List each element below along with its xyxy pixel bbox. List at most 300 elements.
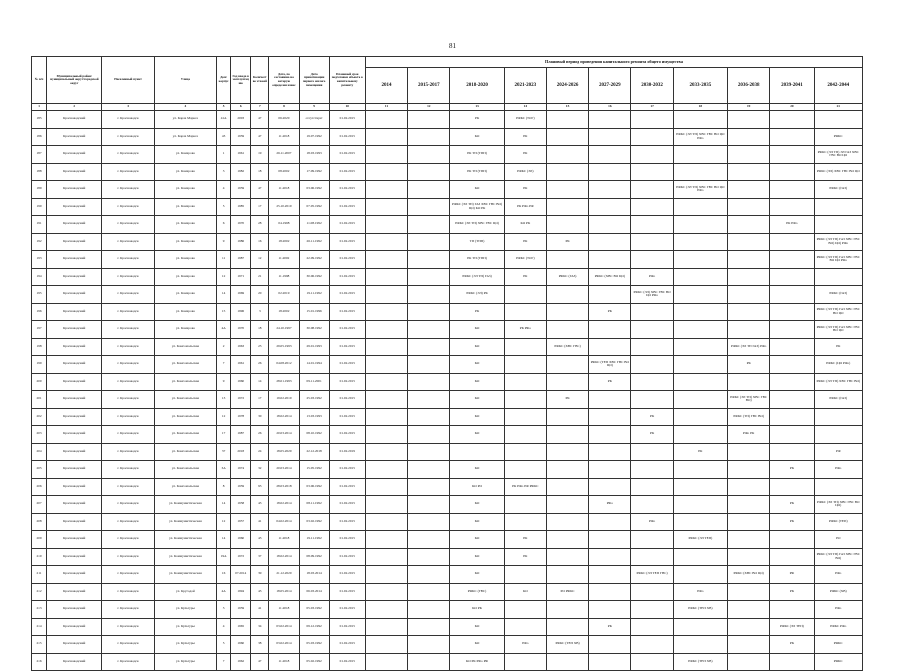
cell-municipality: Красноводский — [47, 618, 102, 636]
cell-period-work — [631, 251, 673, 269]
cell-deadline: 01.02.2015 — [329, 198, 365, 216]
column-number: 6 — [231, 104, 251, 111]
cell-no: 216 — [32, 653, 47, 671]
cell-period-work: РК РФо — [504, 321, 546, 339]
cell-period-work: РФКС (ГВС) — [450, 583, 504, 601]
cell-period-work — [814, 216, 862, 234]
cell-deadline: 01.02.2015 — [329, 373, 365, 391]
cell-period-work — [673, 286, 727, 304]
cell-house: 3 — [217, 163, 231, 181]
cell-period-work — [770, 338, 814, 356]
cell-floors: 32 — [251, 461, 269, 479]
cell-period-work: РФКС (ЭЛ ТП ГАЗ) РФо — [728, 338, 770, 356]
cell-settlement: г. Красноводск — [102, 356, 154, 374]
cell-settlement: г. Красноводск — [102, 513, 154, 531]
cell-period-work: РФКС (ЦО РФо) — [814, 356, 862, 374]
cell-state-date: 11.2018 — [269, 128, 299, 146]
cell-year-built: 1978 — [231, 408, 251, 426]
cell-period-work — [589, 251, 631, 269]
cell-period-work — [589, 216, 631, 234]
cell-period-work — [365, 548, 407, 566]
header-period: 2021-2023 — [504, 68, 546, 104]
cell-state-date: 28.01.1993 — [269, 373, 299, 391]
cell-period-work: КО — [450, 636, 504, 654]
cell-period-work — [546, 566, 588, 584]
cell-municipality: Красноводский — [47, 216, 102, 234]
cell-period-work: КО — [450, 531, 504, 549]
cell-municipality: Красноводский — [47, 163, 102, 181]
cell-period-work — [631, 531, 673, 549]
cell-state-date: 03.02.2014 — [269, 618, 299, 636]
cell-period-work — [365, 513, 407, 531]
column-number: 20 — [770, 104, 814, 111]
cell-period-work — [408, 356, 450, 374]
cell-period-work: РФКС (ЭЛ ТП) ГАЗ ХВС ГВС ВО ЦО — [814, 321, 862, 339]
cell-state-date: 20.03.2014 — [269, 461, 299, 479]
cell-state-date: 18.05.2014 — [269, 583, 299, 601]
column-number: 1 — [32, 104, 47, 111]
cell-period-work: РФКС (ЭЛ ТП) ГАЗ ХВС ГВС ВО ЦО — [814, 303, 862, 321]
cell-settlement: г. Красноводск — [102, 268, 154, 286]
cell-street: ул. Комсомольская — [154, 373, 216, 391]
cell-floors: 47 — [251, 181, 269, 199]
cell-deadline: 01.02.2015 — [329, 111, 365, 129]
cell-deadline: 01.02.2015 — [329, 408, 365, 426]
cell-deadline: 01.02.2015 — [329, 286, 365, 304]
cell-period-work — [728, 233, 770, 251]
cell-period-work: РФКС (ТЕП ХВ) — [673, 653, 727, 671]
cell-period-work — [770, 373, 814, 391]
cell-state-date: 24.10.1997 — [269, 321, 299, 339]
cell-privatization-date: 03.06.1992 — [299, 478, 329, 496]
cell-house: 12 — [217, 268, 231, 286]
cell-settlement: г. Красноводск — [102, 391, 154, 409]
cell-privatization-date: 25.03.1992 — [299, 391, 329, 409]
cell-period-work: РФКС (ТП) ГВС ВО) — [728, 408, 770, 426]
cell-settlement: г. Красноводск — [102, 408, 154, 426]
cell-period-work: КО — [450, 356, 504, 374]
cell-floors: 41 — [251, 513, 269, 531]
cell-period-work: РФо — [631, 268, 673, 286]
cell-period-work — [728, 513, 770, 531]
cell-floors: 41 — [251, 601, 269, 619]
cell-floors: 3 — [251, 303, 269, 321]
column-number: 14 — [504, 104, 546, 111]
cell-house: 7 — [217, 653, 231, 671]
cell-period-work — [631, 636, 673, 654]
cell-period-work — [546, 513, 588, 531]
cell-state-date: 06.2020 — [269, 111, 299, 129]
cell-period-work — [504, 461, 546, 479]
cell-period-work — [728, 461, 770, 479]
table-row — [32, 426, 863, 444]
cell-year-built: 1959 — [231, 181, 251, 199]
cell-period-work — [728, 181, 770, 199]
cell-period-work: РФКС (ТЕП ХВ) — [546, 636, 588, 654]
cell-period-work — [673, 251, 727, 269]
cell-period-work: РК — [546, 391, 588, 409]
cell-period-work — [504, 426, 546, 444]
cell-floors: 39 — [251, 566, 269, 584]
header-street: Улица — [154, 57, 216, 104]
cell-period-work: РФо — [673, 583, 727, 601]
cell-period-work — [770, 443, 814, 461]
cell-settlement: г. Красноводск — [102, 443, 154, 461]
cell-state-date: 11.1998 — [269, 268, 299, 286]
cell-house: 11 — [217, 251, 231, 269]
cell-period-work — [546, 496, 588, 514]
table-row — [32, 338, 863, 356]
cell-year-built: 1971 — [231, 268, 251, 286]
cell-period-work — [408, 513, 450, 531]
cell-deadline: 01.02.2015 — [329, 601, 365, 619]
cell-period-work — [408, 163, 450, 181]
cell-house: 43 — [217, 128, 231, 146]
header-period: 2030-2032 — [631, 68, 673, 104]
cell-period-work: РФКС (ГАЗ) — [814, 391, 862, 409]
cell-year-built: 1972 — [231, 391, 251, 409]
cell-period-work — [673, 111, 727, 129]
cell-period-work: РФ — [814, 443, 862, 461]
cell-period-work: РК РФо РФ РФКС — [504, 478, 546, 496]
cell-period-work — [631, 128, 673, 146]
cell-period-work — [673, 408, 727, 426]
cell-period-work — [814, 268, 862, 286]
header-settlement: Населенный пункт — [102, 57, 154, 104]
cell-municipality: Красноводский — [47, 601, 102, 619]
cell-period-work — [408, 531, 450, 549]
cell-period-work — [673, 303, 727, 321]
cell-settlement: г. Красноводск — [102, 338, 154, 356]
cell-period-work: РФКС (ЭЛ ТП) ХВС ГВС ВО ЦО РФо — [673, 128, 727, 146]
cell-period-work — [365, 653, 407, 671]
header-period: 2042-2044 — [814, 68, 862, 104]
cell-period-work — [770, 233, 814, 251]
cell-period-work — [770, 356, 814, 374]
cell-state-date: 04.02.2014 — [269, 513, 299, 531]
cell-settlement: г. Красноводск — [102, 321, 154, 339]
cell-period-work — [631, 198, 673, 216]
cell-period-work — [546, 216, 588, 234]
cell-deadline: 01.02.2015 — [329, 128, 365, 146]
cell-period-work — [631, 146, 673, 164]
cell-floors: 23 — [251, 338, 269, 356]
cell-period-work — [365, 636, 407, 654]
cell-period-work: РФКС (ХВС ВО ЦО) — [589, 268, 631, 286]
cell-period-work — [365, 181, 407, 199]
cell-period-work: РК — [673, 443, 727, 461]
cell-period-work — [365, 251, 407, 269]
cell-settlement: г. Красноводск — [102, 181, 154, 199]
cell-period-work: КО РК — [504, 216, 546, 234]
cell-state-date: 11.2002 — [269, 251, 299, 269]
cell-period-work — [365, 618, 407, 636]
cell-floors: 26 — [251, 356, 269, 374]
cell-year-built: 1982 — [231, 163, 251, 181]
cell-municipality: Красноводский — [47, 653, 102, 671]
cell-period-work — [546, 303, 588, 321]
cell-period-work: РФКС (ЭЛ ТЕП) — [673, 531, 727, 549]
cell-year-built: 1959 — [231, 478, 251, 496]
cell-settlement: г. Красноводск — [102, 163, 154, 181]
cell-period-work: РФКС (ГАЗ) — [546, 268, 588, 286]
cell-period-work — [673, 163, 727, 181]
cell-period-work: РФо — [814, 601, 862, 619]
cell-period-work — [770, 303, 814, 321]
cell-period-work — [408, 478, 450, 496]
cell-floors: 24 — [251, 443, 269, 461]
cell-state-date: 18.2002 — [269, 233, 299, 251]
cell-privatization-date: 05.02.1992 — [299, 653, 329, 671]
cell-state-date: 25.10.2010 — [269, 198, 299, 216]
cell-period-work — [589, 146, 631, 164]
cell-period-work — [408, 233, 450, 251]
cell-period-work — [631, 111, 673, 129]
cell-year-built: 1965 — [231, 618, 251, 636]
cell-year-built: 2018 — [231, 443, 251, 461]
cell-floors: 30 — [251, 408, 269, 426]
cell-period-work — [728, 548, 770, 566]
table-row — [32, 548, 863, 566]
cell-state-date: 02.2019 — [269, 286, 299, 304]
cell-floors: 18 — [251, 321, 269, 339]
cell-settlement: г. Красноводск — [102, 426, 154, 444]
cell-deadline: 01.02.2015 — [329, 461, 365, 479]
cell-period-work — [770, 163, 814, 181]
cell-state-date: 28.03.2018 — [269, 478, 299, 496]
cell-period-work — [504, 338, 546, 356]
cell-period-work — [770, 146, 814, 164]
cell-period-work — [408, 618, 450, 636]
cell-period-work — [365, 233, 407, 251]
header-floors: Количество этажей — [251, 57, 269, 104]
cell-street: ул. Комсомольская — [154, 426, 216, 444]
cell-privatization-date: 05.03.1992 — [299, 601, 329, 619]
cell-house: 37 — [217, 443, 231, 461]
cell-no: 190 — [32, 198, 47, 216]
cell-settlement: г. Красноводск — [102, 496, 154, 514]
cell-municipality: Красноводский — [47, 566, 102, 584]
cell-period-work — [546, 653, 588, 671]
cell-period-work — [728, 268, 770, 286]
cell-privatization-date: 18.03.1993 — [299, 146, 329, 164]
cell-house: 5 — [217, 198, 231, 216]
cell-street: ул. Кругодой — [154, 583, 216, 601]
cell-period-work: РФо РК — [728, 426, 770, 444]
cell-period-work — [728, 496, 770, 514]
header-period: 2014 — [365, 68, 407, 104]
cell-street: ул. Комарова — [154, 321, 216, 339]
table-row — [32, 618, 863, 636]
cell-period-work — [589, 321, 631, 339]
cell-street: ул. Коммунистическая — [154, 513, 216, 531]
cell-period-work — [770, 128, 814, 146]
cell-period-work — [770, 286, 814, 304]
cell-period-work — [546, 443, 588, 461]
cell-deadline: 01.02.2015 — [329, 496, 365, 514]
cell-year-built: 1960 — [231, 636, 251, 654]
cell-settlement: г. Красноводск — [102, 636, 154, 654]
cell-period-work: РФКС (ТЕП ХВС ГВС ВО ЦО) — [589, 356, 631, 374]
cell-period-work — [504, 618, 546, 636]
cell-municipality: Красноводский — [47, 111, 102, 129]
cell-no: 199 — [32, 356, 47, 374]
cell-period-work: РК — [770, 513, 814, 531]
cell-year-built: 1972 — [231, 548, 251, 566]
cell-no: 193 — [32, 251, 47, 269]
cell-year-built: 1963 — [231, 338, 251, 356]
cell-settlement: г. Красноводск — [102, 461, 154, 479]
cell-deadline: 01.02.2015 — [329, 426, 365, 444]
cell-floors: 20 — [251, 286, 269, 304]
cell-period-work — [408, 566, 450, 584]
cell-period-work: КО — [450, 128, 504, 146]
cell-house: 14 — [217, 286, 231, 304]
cell-privatization-date: отсутствует — [299, 111, 329, 129]
cell-year-built: 1970 — [231, 216, 251, 234]
cell-period-work: КО — [450, 321, 504, 339]
cell-period-work — [728, 373, 770, 391]
cell-period-work: РО — [814, 531, 862, 549]
cell-period-work — [589, 478, 631, 496]
cell-period-work — [589, 128, 631, 146]
cell-period-work — [408, 128, 450, 146]
cell-floors: 26 — [251, 426, 269, 444]
cell-period-work — [546, 286, 588, 304]
cell-no: 202 — [32, 408, 47, 426]
cell-period-work — [408, 408, 450, 426]
cell-municipality: Красноводский — [47, 531, 102, 549]
cell-street: ул. Коммунистическая — [154, 531, 216, 549]
cell-period-work — [770, 321, 814, 339]
cell-house: 12 — [217, 408, 231, 426]
cell-no: 192 — [32, 233, 47, 251]
table-row — [32, 408, 863, 426]
cell-period-work — [546, 198, 588, 216]
cell-period-work — [631, 443, 673, 461]
cell-period-work — [589, 601, 631, 619]
cell-period-work — [589, 408, 631, 426]
cell-period-work — [673, 566, 727, 584]
cell-period-work — [728, 146, 770, 164]
cell-period-work: РФКС (ТОГ) — [504, 251, 546, 269]
cell-municipality: Красноводский — [47, 233, 102, 251]
cell-no: 203 — [32, 426, 47, 444]
cell-period-work: КО РК — [450, 601, 504, 619]
cell-period-work — [814, 111, 862, 129]
cell-no: 197 — [32, 321, 47, 339]
cell-period-work — [546, 601, 588, 619]
cell-period-work — [365, 128, 407, 146]
cell-floors: 47 — [251, 111, 269, 129]
cell-privatization-date: 09.11.2001 — [299, 373, 329, 391]
cell-period-work — [408, 636, 450, 654]
cell-state-date: 11.2018 — [269, 181, 299, 199]
cell-period-work: РК — [504, 268, 546, 286]
cell-settlement: г. Красноводск — [102, 373, 154, 391]
cell-deadline: 01.02.2015 — [329, 583, 365, 601]
cell-period-work — [631, 601, 673, 619]
cell-period-work — [408, 601, 450, 619]
capital-repair-table — [31, 56, 863, 671]
cell-period-work — [365, 496, 407, 514]
cell-street: ул. Комсомольская — [154, 443, 216, 461]
cell-no: 215 — [32, 636, 47, 654]
cell-deadline: 01.02.2015 — [329, 251, 365, 269]
cell-street: ул. Комсомольская — [154, 461, 216, 479]
header-year-built: Год ввода в эксплуатацию — [231, 57, 251, 104]
cell-period-work — [365, 111, 407, 129]
cell-period-work — [814, 426, 862, 444]
cell-state-date: 19.02.2010 — [269, 391, 299, 409]
cell-period-work — [408, 268, 450, 286]
cell-period-work: КО — [450, 513, 504, 531]
cell-period-work: РФКС (ЭЛ ТП) ГАЗ ХВС ГВС ВО ЦО РФо — [814, 251, 862, 269]
cell-period-work: РФ — [770, 566, 814, 584]
cell-house: 13 — [217, 391, 231, 409]
cell-no: 187 — [32, 146, 47, 164]
cell-deadline: 01.02.2015 — [329, 338, 365, 356]
cell-period-work — [673, 338, 727, 356]
column-number: 8 — [269, 104, 299, 111]
cell-period-work — [365, 163, 407, 181]
cell-period-work: РК — [589, 373, 631, 391]
cell-period-work: КО — [450, 408, 504, 426]
cell-period-work — [408, 198, 450, 216]
cell-period-work — [728, 216, 770, 234]
table-row — [32, 461, 863, 479]
cell-year-built: 1960 — [231, 531, 251, 549]
cell-period-work — [631, 618, 673, 636]
cell-period-work — [770, 408, 814, 426]
cell-period-work — [546, 128, 588, 146]
column-number: 3 — [102, 104, 154, 111]
cell-municipality: Красноводский — [47, 548, 102, 566]
cell-floors: 28 — [251, 216, 269, 234]
cell-period-work — [728, 321, 770, 339]
cell-period-work — [408, 321, 450, 339]
cell-period-work — [408, 216, 450, 234]
cell-period-work: РФКС (ЭЛ ТП) ХВС ГВС ВО ЦО РФо — [673, 181, 727, 199]
cell-period-work — [408, 286, 450, 304]
cell-period-work — [770, 653, 814, 671]
cell-period-work — [673, 618, 727, 636]
cell-municipality: Красноводский — [47, 146, 102, 164]
cell-privatization-date: 07.05.1992 — [299, 198, 329, 216]
cell-year-built: 1960 — [231, 373, 251, 391]
table-row — [32, 601, 863, 619]
column-number: 18 — [673, 104, 727, 111]
cell-municipality: Красноводский — [47, 303, 102, 321]
cell-state-date: 04.1998 — [269, 216, 299, 234]
cell-no: 194 — [32, 268, 47, 286]
cell-period-work — [770, 198, 814, 216]
cell-settlement: г. Красноводск — [102, 233, 154, 251]
cell-floors: 37 — [251, 548, 269, 566]
cell-period-work — [673, 548, 727, 566]
cell-period-work — [631, 163, 673, 181]
cell-period-work: КО — [450, 461, 504, 479]
cell-period-work: РФКС (ГАЗ) — [814, 286, 862, 304]
cell-house: 12 — [217, 513, 231, 531]
cell-no: 195 — [32, 286, 47, 304]
cell-municipality: Красноводский — [47, 356, 102, 374]
cell-municipality: Красноводский — [47, 373, 102, 391]
cell-period-work — [546, 618, 588, 636]
cell-year-built: 1959 — [231, 601, 251, 619]
cell-period-work: РФо — [631, 513, 673, 531]
cell-municipality: Красноводский — [47, 391, 102, 409]
